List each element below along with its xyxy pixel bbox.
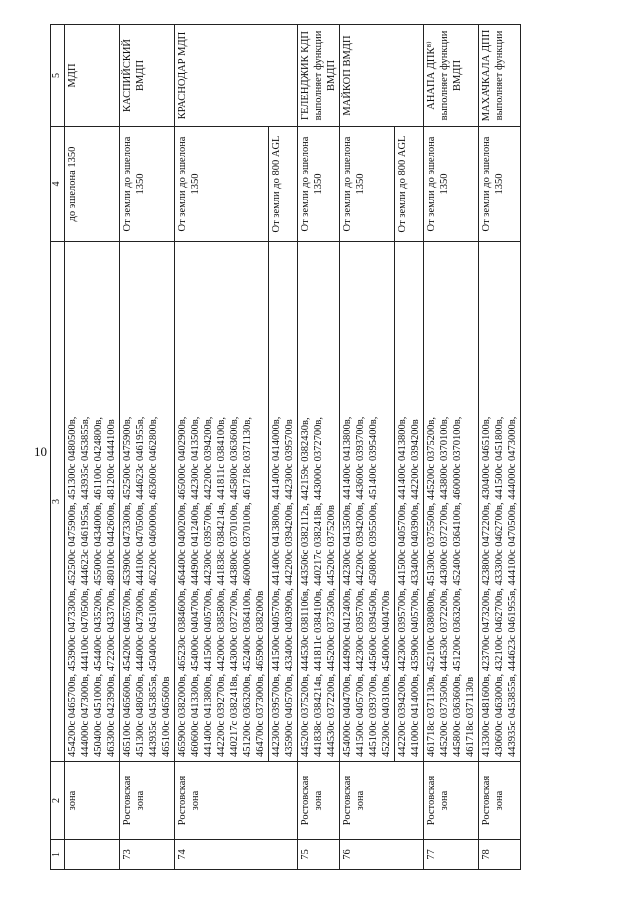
coordinates-line: 454200с 0465700в, 453900с 0473300в, 452500с 0475900в, 451300с 0480500в, (67, 416, 78, 757)
altitude-cell: От земли до 800 AGL (269, 127, 298, 242)
row-number-cell: 76 (340, 840, 424, 870)
unit-cell: МДП (65, 25, 120, 127)
coordinates-cell (269, 242, 298, 762)
unit-cell: МАХАЧКАЛА ДПП выполняет функции (479, 25, 521, 127)
coordinates-line: 442200с 0392700в, 442000с 0385800в, 441838с 0384214в, 441811с 0384100в, (216, 417, 227, 757)
coordinates-cell (120, 242, 175, 762)
altitude-cell: От земли до эшелона 1350 (120, 127, 175, 242)
coordinates-line: 442200с 0394200в, 442300с 0395700в, 441500с 0405700в, 441400с 0413800в, (397, 416, 408, 757)
zone-cell: Ростовская зона (424, 762, 479, 840)
coordinates-line: 441838с 0384214в, 441811с 0384100в, 440217с 0382418в, 443000с 0372700в, (313, 417, 324, 757)
coordinates-line: 463300с 0423900в, 472200с 0433700в, 480100с 0442600в, 481200с 0444100в (106, 419, 117, 757)
coordinates-line: 451200с 0363200в, 452400с 0364100в, 460000с 0370100в, 461718с 0371130в, (242, 417, 253, 757)
coordinates-line: 451300с 0480500в, 444000с 0473000в, 444100с 0470500в, 444623с 0461955в, (135, 416, 146, 757)
coordinates-line: 444530с 0372200в, 445200с 0373500в, 445200с 0375200в (326, 505, 337, 757)
zone-cell: Ростовская зона (120, 762, 175, 840)
altitude-cell: От земли до эшелона 1350 (424, 127, 479, 242)
page-number: 10 (34, 444, 47, 459)
row-number-cell: 73 (120, 840, 175, 870)
zone-row (120, 25, 175, 870)
header-cell-1: 1 (51, 840, 65, 870)
coordinates-line: 464700с 0373000в, 465900с 0382000в (255, 590, 266, 757)
altitude-cell: до эшелона 1350 (65, 127, 120, 242)
coordinates-line: 465900с 0382000в, 465230с 0384600в, 464400с 0400200в, 465000с 0402900в, (177, 416, 188, 757)
zone-subrow (269, 25, 298, 870)
unit-cell: ГЕЛЕНДЖИК КДП выполняет функции ВМДП (298, 25, 340, 127)
zone-cell: зона (65, 762, 120, 840)
header-row (51, 25, 65, 870)
coordinates-line: 444000с 0473000в, 444100с 0470500в, 444623с 0461955в, 443935с 0453855в, (80, 416, 91, 757)
altitude-cell: От земли до эшелона 1350 (298, 127, 340, 242)
coordinates-cell (340, 242, 395, 762)
unit-cell: АНАПА ДПК⁸⁾ выполняет функции ВМДП (424, 25, 479, 127)
coordinates-line: 430600с 0463000в, 432100с 0462700в, 433300с 0462700в, 441500с 0451800в, (494, 416, 505, 757)
coordinates-line: 450400с 0451000в, 454400с 0435200в, 455000с 0434000в, 461100с 0424800в, (93, 417, 104, 757)
zone-subrow (395, 25, 424, 870)
zone-cell: Ростовская зона (340, 762, 424, 840)
coordinates-line: 461718с 0371130в, 452100с 0380800в, 451300с 0375500в, 445200с 0375200в, (426, 417, 437, 757)
altitude-cell: От земли до 800 AGL (395, 127, 424, 242)
row-number-cell: 74 (175, 840, 298, 870)
coordinates-line: 441400с 0413800в, 441500с 0405700в, 442300с 0395700в, 442200с 0394200в, (203, 416, 214, 757)
coordinates-line: 441000с 0414000в, 435900с 0405700в, 433400с 0403900в, 442200с 0394200в (410, 419, 421, 757)
coordinates-line: 443935с 0453855в, 450400с 0451000в, 462200с 0460000в, 463600с 0462800в, (148, 416, 159, 757)
coordinates-line: 461718с 0371130в (465, 676, 476, 757)
coordinates-line: 460600с 0413300в, 454000с 0404700в, 444900с 0412400в, 442300с 0413500в, (190, 416, 201, 757)
coordinates-cell (424, 242, 479, 762)
coordinates-line: 454000с 0404700в, 444900с 0412400в, 442300с 0413500в, 441400с 0413800в, (342, 416, 353, 757)
coordinates-line: 465100с 0465600в (161, 676, 172, 757)
row-number-cell: 77 (424, 840, 479, 870)
header-cell-5: 5 (51, 25, 65, 127)
row-number-cell: 78 (479, 840, 521, 870)
zone-cell: Ростовская зона (298, 762, 340, 840)
coordinates-line: 443935с 0453855в, 444623с 0461955в, 444100с 0470500в, 444000с 0473000в, (507, 416, 518, 757)
unit-cell: КРАСНОДАР МДП (175, 25, 298, 127)
row-number-cell (65, 840, 120, 870)
coordinates-cell (298, 242, 340, 762)
coordinates-line: 445200с 0375200в, 444530с 0381106в, 443506с 0382112в, 442159с 0382430в, (300, 417, 311, 757)
coordinates-line: 465100с 0465600в, 454200с 0465700в, 453900с 0473300в, 452500с 0475900в, (122, 416, 133, 757)
header-cell-4: 4 (51, 127, 65, 242)
coordinates-line: 435900с 0405700в, 433400с 0403900в, 442200с 0394200в, 442300с 0395700в (284, 419, 295, 757)
unit-cell: КАСПИЙСКИЙ ВМДП (120, 25, 175, 127)
coordinates-cell (479, 242, 521, 762)
coordinates-cell (395, 242, 424, 762)
continuation-row (65, 25, 120, 870)
coordinates-line: 440217с 0382418в, 443000с 0372700в, 443800с 0370100в, 445800с 0363600в, (229, 416, 240, 757)
rotated-table-container (50, 25, 615, 870)
coordinates-line: 442300с 0395700в, 441500с 0405700в, 441400с 0413800в, 441400с 0414000в, (271, 416, 282, 757)
altitude-cell: От земли до эшелона 1350 (175, 127, 269, 242)
zone-row (175, 25, 269, 870)
coordinates-line: 452300с 0403100в, 454000с 0404700в (381, 590, 392, 757)
coordinates-cell (175, 242, 269, 762)
zone-row (340, 25, 395, 870)
unit-cell: МАЙКОП ВМДП (340, 25, 424, 127)
altitude-cell: От земли до эшелона 1350 (340, 127, 395, 242)
zone-row (424, 25, 479, 870)
coordinates-line: 441500с 0405700в, 442300с 0395700в, 442200с 0394200в, 443600с 0393700в, (355, 416, 366, 757)
zone-row (298, 25, 340, 870)
zone-row (479, 25, 521, 870)
coordinates-line: 413300с 0481600в, 423700с 0473200в, 423800с 0472200в, 430400с 0465100в, (481, 416, 492, 757)
coordinates-line: 445800с 0363600в, 451200с 0363200в, 452400с 0364100в, 460000с 0370100в, (452, 416, 463, 757)
coordinates-line: 445100с 0393700в, 445600с 0394500в, 450800с 0395500в, 451400с 0395400в, (368, 416, 379, 757)
row-number-cell: 75 (298, 840, 340, 870)
altitude-cell: От земли до эшелона 1350 (479, 127, 521, 242)
header-cell-2: 2 (51, 762, 65, 840)
coordinates-line: 445200с 0373500в, 444530с 0372200в, 443000с 0372700в, 443800с 0370100в, (439, 416, 450, 757)
zone-cell: Ростовская зона (479, 762, 521, 840)
header-cell-3: 3 (51, 242, 65, 762)
zone-cell: Ростовская зона (175, 762, 298, 840)
coordinates-cell (65, 242, 120, 762)
airspace-table (50, 24, 521, 870)
